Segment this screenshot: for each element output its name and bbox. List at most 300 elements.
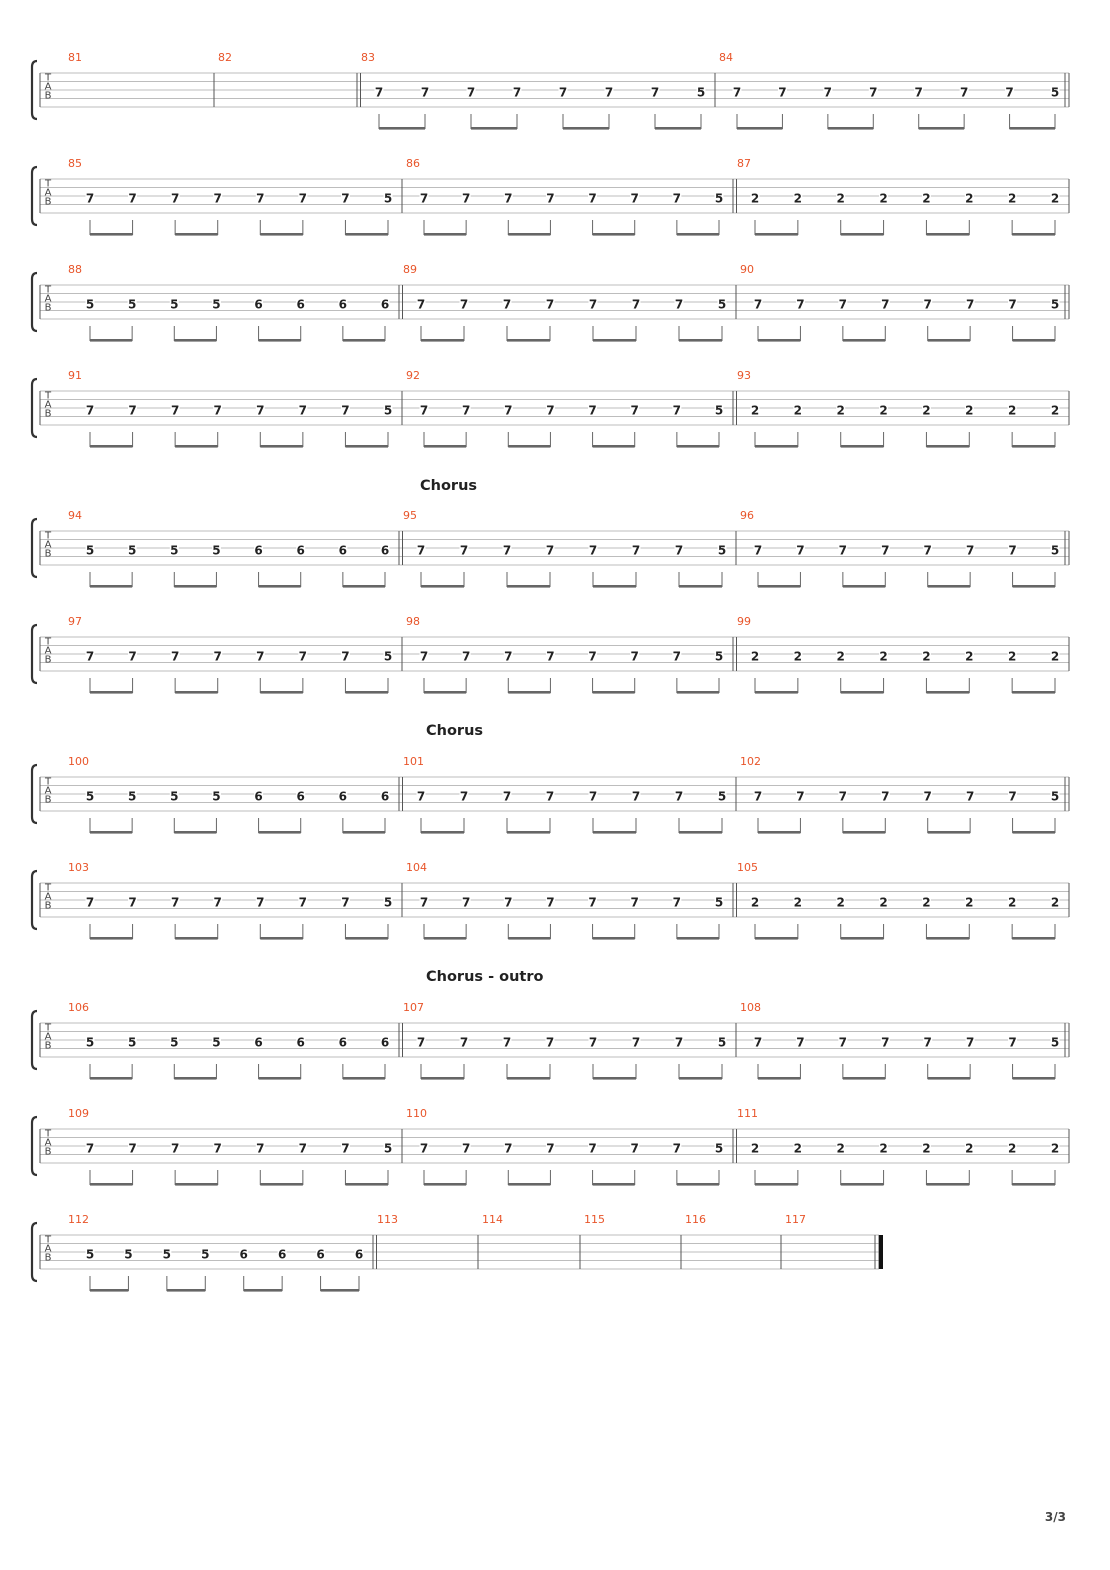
- fret-number: 7: [674, 543, 684, 558]
- fret-number: 6: [380, 543, 390, 558]
- tab-clef-letter: B: [44, 548, 52, 560]
- fret-number: 7: [416, 789, 426, 804]
- note-beam: [755, 233, 798, 236]
- fret-number: 7: [672, 191, 682, 206]
- fret-number: 7: [630, 895, 639, 910]
- note-beam: [843, 1077, 885, 1080]
- fret-number: 2: [836, 1141, 845, 1156]
- fret-number: 7: [881, 1035, 890, 1050]
- fret-number: 7: [588, 543, 598, 558]
- fret-number: 7: [914, 85, 923, 100]
- note-beam: [926, 445, 969, 448]
- system-bracket: [32, 1117, 37, 1175]
- fret-number: 5: [124, 1247, 133, 1262]
- fret-number: 2: [879, 1141, 888, 1156]
- fret-number: 6: [296, 543, 305, 558]
- fret-number: 7: [512, 85, 522, 100]
- fret-number: 7: [588, 895, 597, 910]
- fret-number: 5: [170, 543, 179, 558]
- note-beam: [90, 233, 133, 236]
- tab-clef-letter: T: [44, 72, 52, 84]
- measure-number: 116: [685, 1213, 706, 1226]
- tab-clef-letter: B: [44, 1040, 52, 1052]
- measure-number: 117: [785, 1213, 806, 1226]
- note-beam: [345, 691, 388, 694]
- fret-number: 2: [750, 1141, 760, 1156]
- fret-number: 7: [778, 85, 787, 100]
- note-beam: [677, 445, 719, 448]
- note-beam: [677, 1183, 719, 1186]
- note-beam: [593, 585, 636, 588]
- fret-number: 6: [380, 1035, 390, 1050]
- fret-number: 7: [959, 85, 969, 100]
- fret-number: 5: [127, 543, 137, 558]
- fret-number: 5: [1050, 85, 1060, 100]
- fret-number: 7: [672, 649, 682, 664]
- fret-number: 7: [588, 649, 597, 664]
- note-beam: [926, 1183, 969, 1186]
- measure-number: 95: [403, 509, 417, 522]
- fret-number: 7: [504, 895, 513, 910]
- fret-number: 7: [502, 543, 512, 558]
- system-bracket: [32, 871, 37, 929]
- note-beam: [758, 1077, 800, 1080]
- fret-number: 7: [85, 649, 95, 664]
- fret-number: 7: [631, 1035, 641, 1050]
- fret-number: 7: [630, 1141, 639, 1156]
- measure-number: 105: [737, 861, 758, 874]
- fret-number: 7: [298, 895, 308, 910]
- note-beam: [260, 691, 303, 694]
- fret-number: 5: [85, 789, 95, 804]
- fret-number: 7: [753, 543, 763, 558]
- measure-number: 89: [403, 263, 417, 276]
- fret-number: 2: [1050, 649, 1060, 664]
- tab-clef-letter: A: [44, 1243, 52, 1255]
- note-beam: [244, 1289, 282, 1292]
- fret-number: 7: [1005, 85, 1014, 100]
- note-beam: [928, 831, 970, 834]
- tab-clef-letter: T: [44, 882, 52, 894]
- fret-number: 7: [1008, 543, 1017, 558]
- fret-number: 7: [604, 85, 614, 100]
- note-beam: [928, 1077, 970, 1080]
- fret-number: 2: [922, 1141, 931, 1156]
- fret-number: 5: [170, 297, 179, 312]
- fret-number: 5: [383, 1141, 393, 1156]
- fret-number: 2: [965, 403, 974, 418]
- system-bracket: [32, 379, 37, 437]
- measure-number: 90: [740, 263, 754, 276]
- note-beam: [1012, 691, 1055, 694]
- fret-number: 7: [823, 85, 833, 100]
- measure-number: 102: [740, 755, 761, 768]
- note-beam: [593, 691, 635, 694]
- system-bracket: [32, 1011, 37, 1069]
- measure-number: 87: [737, 157, 751, 170]
- fret-number: 7: [85, 191, 95, 206]
- measure-number: 113: [377, 1213, 398, 1226]
- fret-number: 7: [838, 1035, 848, 1050]
- fret-number: 7: [965, 543, 975, 558]
- tab-clef-letter: A: [44, 891, 52, 903]
- fret-number: 5: [1050, 789, 1060, 804]
- note-beam: [424, 1183, 466, 1186]
- measure-number: 100: [68, 755, 89, 768]
- note-beam: [507, 339, 550, 342]
- fret-number: 7: [341, 895, 350, 910]
- fret-number: 2: [922, 403, 931, 418]
- note-beam: [507, 1077, 550, 1080]
- tab-clef-letter: T: [44, 776, 52, 788]
- measure-number: 88: [68, 263, 82, 276]
- fret-number: 7: [461, 403, 471, 418]
- fret-number: 7: [341, 649, 350, 664]
- note-beam: [508, 691, 550, 694]
- fret-number: 7: [419, 1141, 429, 1156]
- fret-number: 7: [1008, 789, 1017, 804]
- note-beam: [1010, 127, 1055, 130]
- fret-number: 2: [793, 649, 803, 664]
- measure-number: 85: [68, 157, 82, 170]
- fret-number: 2: [793, 403, 803, 418]
- note-beam: [174, 339, 216, 342]
- measure-number: 81: [68, 51, 82, 64]
- note-beam: [928, 339, 970, 342]
- fret-number: 7: [256, 649, 265, 664]
- fret-number: 5: [717, 789, 727, 804]
- fret-number: 7: [545, 1035, 555, 1050]
- fret-number: 2: [793, 895, 803, 910]
- tab-clef-letter: B: [44, 302, 52, 314]
- fret-number: 2: [836, 649, 845, 664]
- tab-clef-letter: T: [44, 1234, 52, 1246]
- fret-number: 7: [85, 403, 95, 418]
- fret-number: 7: [923, 543, 932, 558]
- tab-clef-letter: T: [44, 636, 52, 648]
- note-beam: [421, 339, 464, 342]
- note-beam: [175, 937, 218, 940]
- fret-number: 5: [714, 895, 724, 910]
- fret-number: 7: [298, 1141, 308, 1156]
- fret-number: 7: [650, 85, 660, 100]
- fret-number: 7: [502, 1035, 512, 1050]
- fret-number: 7: [504, 649, 513, 664]
- fret-number: 7: [213, 191, 222, 206]
- fret-number: 2: [879, 895, 888, 910]
- fret-number: 5: [212, 543, 221, 558]
- fret-number: 7: [341, 403, 350, 418]
- fret-number: 5: [383, 191, 393, 206]
- note-beam: [421, 585, 464, 588]
- note-beam: [167, 1289, 205, 1292]
- note-beam: [175, 445, 218, 448]
- fret-number: 2: [1007, 649, 1017, 664]
- note-beam: [1013, 339, 1055, 342]
- note-beam: [593, 831, 636, 834]
- note-beam: [90, 445, 133, 448]
- measure-number: 109: [68, 1107, 89, 1120]
- fret-number: 2: [1007, 191, 1017, 206]
- note-beam: [679, 339, 722, 342]
- note-beam: [424, 691, 466, 694]
- note-beam: [260, 937, 303, 940]
- fret-number: 7: [170, 1141, 180, 1156]
- note-beam: [421, 1077, 464, 1080]
- fret-number: 5: [85, 297, 95, 312]
- measure-number: 82: [218, 51, 232, 64]
- tab-clef-letter: B: [44, 1252, 52, 1264]
- fret-number: 2: [1050, 403, 1060, 418]
- note-beam: [508, 937, 550, 940]
- note-beam: [677, 937, 719, 940]
- fret-number: 5: [162, 1247, 172, 1262]
- fret-number: 7: [546, 403, 555, 418]
- tab-clef-letter: A: [44, 399, 52, 411]
- measure-number: 92: [406, 369, 420, 382]
- note-beam: [841, 445, 884, 448]
- fret-number: 6: [254, 1035, 263, 1050]
- note-beam: [508, 445, 550, 448]
- note-beam: [424, 445, 466, 448]
- fret-number: 7: [674, 297, 684, 312]
- fret-number: 2: [836, 403, 845, 418]
- fret-number: 7: [965, 1035, 975, 1050]
- note-beam: [90, 1289, 128, 1292]
- note-beam: [471, 127, 517, 130]
- fret-number: 7: [502, 297, 512, 312]
- note-beam: [174, 1077, 216, 1080]
- note-beam: [1013, 585, 1055, 588]
- measure-number: 108: [740, 1001, 761, 1014]
- fret-number: 7: [558, 85, 568, 100]
- fret-number: 7: [546, 649, 555, 664]
- fret-number: 7: [545, 297, 555, 312]
- fret-number: 5: [127, 789, 137, 804]
- note-beam: [926, 937, 969, 940]
- note-beam: [175, 233, 218, 236]
- note-beam: [1013, 831, 1055, 834]
- fret-number: 7: [588, 1035, 598, 1050]
- system-bracket: [32, 1223, 37, 1281]
- fret-number: 7: [796, 543, 805, 558]
- system-bracket: [32, 273, 37, 331]
- fret-number: 2: [1050, 895, 1060, 910]
- measure-number: 94: [68, 509, 82, 522]
- note-beam: [737, 127, 782, 130]
- fret-number: 5: [85, 1247, 95, 1262]
- fret-number: 2: [879, 403, 888, 418]
- fret-number: 7: [838, 789, 848, 804]
- fret-number: 7: [170, 649, 180, 664]
- fret-number: 5: [714, 649, 724, 664]
- fret-number: 7: [545, 543, 555, 558]
- fret-number: 7: [1008, 1035, 1017, 1050]
- fret-number: 5: [212, 1035, 221, 1050]
- note-beam: [90, 831, 132, 834]
- fret-number: 6: [316, 1247, 325, 1262]
- fret-number: 7: [419, 191, 429, 206]
- fret-number: 6: [380, 297, 390, 312]
- note-beam: [345, 1183, 388, 1186]
- note-beam: [843, 585, 885, 588]
- measure-number: 111: [737, 1107, 758, 1120]
- fret-number: 5: [383, 895, 393, 910]
- fret-number: 7: [420, 85, 430, 100]
- fret-number: 7: [419, 403, 429, 418]
- fret-number: 2: [836, 191, 845, 206]
- fret-number: 7: [459, 1035, 469, 1050]
- tab-clef-letter: A: [44, 1137, 52, 1149]
- note-beam: [1012, 233, 1055, 236]
- note-beam: [755, 691, 798, 694]
- note-beam: [507, 585, 550, 588]
- fret-number: 5: [201, 1247, 210, 1262]
- fret-number: 7: [838, 297, 848, 312]
- fret-number: 6: [296, 1035, 305, 1050]
- fret-number: 7: [965, 297, 975, 312]
- fret-number: 7: [504, 403, 513, 418]
- fret-number: 5: [170, 789, 179, 804]
- fret-number: 7: [881, 297, 890, 312]
- fret-number: 7: [588, 403, 597, 418]
- fret-number: 2: [793, 1141, 803, 1156]
- fret-number: 5: [714, 403, 724, 418]
- fret-number: 7: [588, 297, 598, 312]
- fret-number: 7: [546, 191, 555, 206]
- fret-number: 7: [416, 297, 426, 312]
- fret-number: 7: [631, 789, 641, 804]
- fret-number: 2: [750, 403, 760, 418]
- measure-number: 114: [482, 1213, 503, 1226]
- note-beam: [755, 937, 798, 940]
- note-beam: [90, 1077, 132, 1080]
- fret-number: 7: [213, 895, 222, 910]
- tab-clef-letter: B: [44, 794, 52, 806]
- note-beam: [841, 937, 884, 940]
- fret-number: 7: [796, 297, 805, 312]
- note-beam: [260, 1183, 303, 1186]
- note-beam: [343, 339, 385, 342]
- note-beam: [90, 585, 132, 588]
- note-beam: [260, 233, 303, 236]
- fret-number: 7: [881, 789, 890, 804]
- fret-number: 2: [922, 191, 931, 206]
- fret-number: 7: [416, 543, 426, 558]
- note-beam: [593, 1183, 635, 1186]
- fret-number: 7: [128, 1141, 137, 1156]
- note-beam: [841, 1183, 884, 1186]
- fret-number: 6: [338, 543, 348, 558]
- fret-number: 5: [383, 403, 393, 418]
- note-beam: [345, 937, 388, 940]
- note-beam: [343, 831, 385, 834]
- fret-number: 5: [85, 1035, 95, 1050]
- fret-number: 7: [674, 789, 684, 804]
- measure-number: 106: [68, 1001, 89, 1014]
- fret-number: 2: [879, 649, 888, 664]
- system-bracket: [32, 625, 37, 683]
- measure-number: 97: [68, 615, 82, 628]
- fret-number: 7: [838, 543, 848, 558]
- fret-number: 2: [750, 191, 760, 206]
- fret-number: 6: [254, 543, 263, 558]
- fret-number: 7: [674, 1035, 684, 1050]
- fret-number: 7: [213, 649, 222, 664]
- note-beam: [926, 233, 969, 236]
- fret-number: 7: [419, 895, 429, 910]
- fret-number: 7: [672, 1141, 682, 1156]
- note-beam: [928, 585, 970, 588]
- fret-number: 2: [750, 649, 760, 664]
- note-beam: [421, 831, 464, 834]
- fret-number: 2: [836, 895, 845, 910]
- measure-number: 99: [737, 615, 751, 628]
- tab-clef-letter: A: [44, 645, 52, 657]
- fret-number: 6: [338, 789, 348, 804]
- fret-number: 2: [965, 649, 974, 664]
- section-title-chorus: Chorus: [426, 723, 484, 739]
- tab-clef-letter: A: [44, 187, 52, 199]
- fret-number: 6: [277, 1247, 287, 1262]
- fret-number: 5: [383, 649, 393, 664]
- fret-number: 7: [213, 403, 222, 418]
- fret-number: 7: [630, 649, 639, 664]
- fret-number: 7: [546, 895, 555, 910]
- note-beam: [508, 1183, 550, 1186]
- fret-number: 7: [545, 789, 555, 804]
- fret-number: 2: [1007, 895, 1017, 910]
- fret-number: 2: [965, 191, 974, 206]
- fret-number: 2: [793, 191, 803, 206]
- fret-number: 5: [85, 543, 95, 558]
- note-beam: [321, 1289, 359, 1292]
- note-beam: [90, 937, 133, 940]
- tab-clef-letter: A: [44, 539, 52, 551]
- note-beam: [174, 585, 216, 588]
- fret-number: 7: [869, 85, 878, 100]
- fret-number: 7: [796, 1035, 805, 1050]
- fret-number: 7: [459, 297, 469, 312]
- fret-number: 7: [298, 403, 308, 418]
- measure-number: 101: [403, 755, 424, 768]
- note-beam: [345, 445, 388, 448]
- note-beam: [174, 831, 216, 834]
- measure-number: 86: [406, 157, 420, 170]
- note-beam: [677, 233, 719, 236]
- fret-number: 7: [85, 895, 95, 910]
- measure-number: 83: [361, 51, 375, 64]
- fret-number: 5: [127, 1035, 137, 1050]
- fret-number: 7: [504, 1141, 513, 1156]
- fret-number: 2: [750, 895, 760, 910]
- note-beam: [843, 339, 885, 342]
- system-bracket: [32, 167, 37, 225]
- fret-number: 7: [256, 403, 265, 418]
- fret-number: 7: [298, 649, 308, 664]
- fret-number: 7: [630, 191, 639, 206]
- tab-clef-letter: A: [44, 785, 52, 797]
- fret-number: 7: [965, 789, 975, 804]
- measure-number: 103: [68, 861, 89, 874]
- fret-number: 5: [127, 297, 137, 312]
- note-beam: [259, 831, 301, 834]
- tab-clef-letter: T: [44, 284, 52, 296]
- note-beam: [343, 585, 385, 588]
- fret-number: 7: [630, 403, 639, 418]
- tab-clef-letter: B: [44, 900, 52, 912]
- note-beam: [679, 585, 722, 588]
